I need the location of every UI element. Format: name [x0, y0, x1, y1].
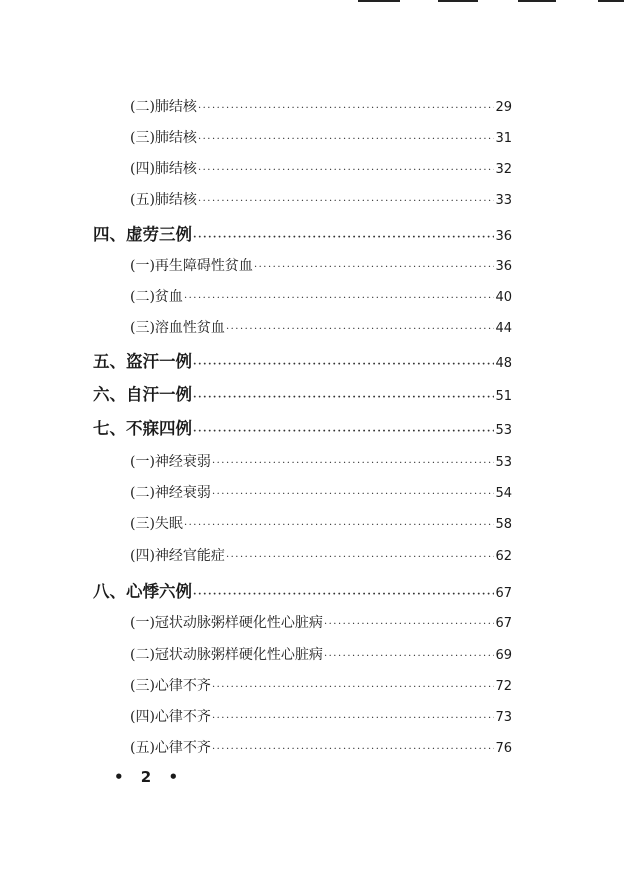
toc-section-entry — [130, 513, 512, 533]
toc-entry-page: 76 — [495, 741, 512, 756]
toc-entry-label: (三)溶血性贫血 — [130, 320, 225, 336]
toc-entry-page: 53 — [495, 423, 512, 438]
toc-section-entry — [130, 189, 512, 209]
toc-entry-label: 四、虚劳三例 — [93, 225, 192, 244]
toc-entry-label: (三)肺结核 — [130, 130, 197, 146]
toc-entry-label: (五)心律不齐 — [130, 740, 211, 756]
dot-leader — [324, 651, 495, 662]
toc-entry-label: (一)再生障碍性贫血 — [130, 258, 253, 274]
toc-entry-page: 31 — [495, 131, 512, 146]
dot-leader — [184, 520, 495, 531]
toc-entry-page: 48 — [495, 356, 512, 371]
toc-entry-page: 67 — [495, 616, 512, 631]
toc-chapter-entry — [93, 415, 512, 439]
toc-entry-page: 44 — [495, 321, 512, 336]
dot-leader — [198, 103, 495, 114]
dot-leader — [226, 324, 495, 335]
toc-entry-label: (四)心律不齐 — [130, 709, 211, 725]
toc-entry-label: (二)冠状动脉粥样硬化性心脏病 — [130, 647, 323, 663]
dot-leader — [198, 134, 495, 145]
toc-chapter-entry — [93, 381, 512, 405]
toc-section-entry — [130, 644, 512, 664]
dot-leader — [212, 713, 495, 724]
toc-chapter-entry — [93, 348, 512, 372]
dot-leader — [198, 165, 495, 176]
toc-entry-page: 36 — [495, 229, 512, 244]
toc-entry-label: 八、心悸六例 — [93, 582, 192, 601]
toc-section-entry — [130, 255, 512, 275]
toc-section-entry — [130, 482, 512, 502]
toc-entry-label: (一)神经衰弱 — [130, 454, 211, 470]
toc-section-entry — [130, 317, 512, 337]
toc-section-entry — [130, 612, 512, 632]
toc-chapter-entry — [93, 221, 512, 245]
page-number: • 2 • — [114, 768, 185, 786]
dot-leader — [193, 232, 494, 243]
toc-section-entry — [130, 451, 512, 471]
toc-entry-page: 51 — [495, 389, 512, 404]
toc-entry-label: (二)神经衰弱 — [130, 485, 211, 501]
toc-entry-page: 53 — [495, 455, 512, 470]
dot-leader — [193, 392, 494, 403]
toc-entry-label: (五)肺结核 — [130, 192, 197, 208]
toc-entry-label: 七、不寐四例 — [93, 419, 192, 438]
toc-entry-label: (三)心律不齐 — [130, 678, 211, 694]
dot-leader — [212, 489, 495, 500]
toc-entry-page: 54 — [495, 486, 512, 501]
dot-leader — [212, 458, 495, 469]
toc-section-entry — [130, 158, 512, 178]
dot-leader — [254, 262, 495, 273]
dot-leader — [193, 359, 494, 370]
dot-leader — [184, 293, 495, 304]
dot-leader — [324, 619, 495, 630]
toc-entry-page: 72 — [495, 679, 512, 694]
toc-entry-label: 五、盗汗一例 — [93, 352, 192, 371]
dot-leader — [226, 552, 495, 563]
toc-entry-page: 40 — [495, 290, 512, 305]
toc-entry-page: 69 — [495, 648, 512, 663]
toc-entry-page: 67 — [495, 586, 512, 601]
dot-leader — [193, 426, 494, 437]
toc-entry-label: (二)肺结核 — [130, 99, 197, 115]
toc-entry-label: 六、自汗一例 — [93, 385, 192, 404]
toc-section-entry — [130, 675, 512, 695]
toc-entry-page: 33 — [495, 193, 512, 208]
toc-entry-page: 73 — [495, 710, 512, 725]
toc-entry-page: 62 — [495, 549, 512, 564]
dot-leader — [198, 196, 495, 207]
toc-section-entry — [130, 96, 512, 116]
toc-entry-label: (三)失眠 — [130, 516, 183, 532]
toc-section-entry — [130, 706, 512, 726]
toc-entry-page: 32 — [495, 162, 512, 177]
toc-section-entry — [130, 545, 512, 565]
toc-entry-label: (二)贫血 — [130, 289, 183, 305]
toc-section-entry — [130, 286, 512, 306]
dot-leader — [193, 589, 494, 600]
toc-chapter-entry — [93, 578, 512, 602]
toc-entry-page: 36 — [495, 259, 512, 274]
toc-section-entry — [130, 127, 512, 147]
dot-leader — [212, 744, 495, 755]
toc-entry-label: (四)神经官能症 — [130, 548, 225, 564]
toc-entry-label: (四)肺结核 — [130, 161, 197, 177]
toc-entry-label: (一)冠状动脉粥样硬化性心脏病 — [130, 615, 323, 631]
toc-entry-page: 58 — [495, 517, 512, 532]
dot-leader — [212, 682, 495, 693]
toc-entry-page: 29 — [495, 100, 512, 115]
toc-section-entry — [130, 737, 512, 757]
